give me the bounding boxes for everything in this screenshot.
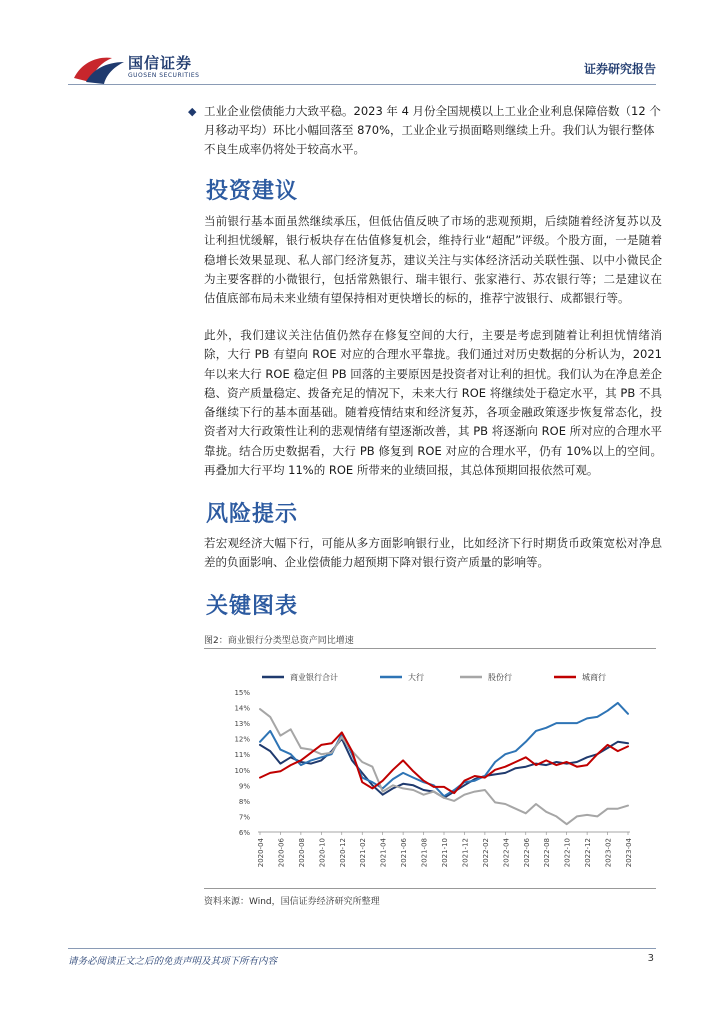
risk-paragraph: 若宏观经济大幅下行，可能从多方面影响银行业，比如经济下行时期货币政策宽松对净息差的负面影响、企业偿债能力超预期下降对银行资产质量的影响等。: [204, 536, 662, 570]
x-tick-label: 2020-12: [338, 838, 347, 868]
footer-disclaimer: 请务必阅读正文之后的免责声明及其项下所有内容: [68, 956, 278, 967]
y-tick-label: 10%: [234, 766, 250, 775]
y-tick-label: 15%: [234, 689, 250, 697]
x-tick-label: 2023-04: [625, 838, 633, 868]
diamond-bullet-icon: ◆: [188, 105, 197, 118]
investment-paragraph-1: 当前银行基本面虽然继续承压，但低估值反映了市场的悲观预期，后续随着经济复苏以及让利担忧缓解，银行板块存在估值修复机会，维持行业“超配”评级。个股方面，一是随着稳增长效果显现、私人部门经济复苏，建议关注与实体经济活动关联性强、以中小微民企为主要客群的小微银行，包括常熟银行、瑞丰银行、张家港行、苏农银行等；二是建议在估值底部布局未来业绩有望保持相对更快增长的标的，推荐宁波银行、成都银行等。: [204, 214, 662, 306]
x-tick-label: 2021-06: [400, 838, 409, 868]
section-title-investment: 投资建议: [206, 179, 299, 204]
x-tick-label: 2022-08: [543, 838, 552, 868]
section-title-key-charts: 关键图表: [206, 594, 299, 619]
x-tick-label: 2020-06: [277, 838, 286, 868]
legend-label: 商业银行合计: [290, 673, 338, 682]
y-tick-label: 9%: [238, 782, 250, 791]
legend-label: 股份行: [488, 673, 512, 682]
figure-top-rule: [204, 648, 656, 649]
x-tick-label: 2022-06: [522, 838, 531, 868]
y-tick-label: 11%: [234, 751, 250, 760]
series-line: [260, 709, 628, 824]
report-type-label: 证券研究报告: [583, 62, 656, 76]
x-tick-label: 2020-10: [318, 838, 327, 868]
header-divider: [68, 84, 656, 85]
bullet-paragraph: [188, 102, 662, 159]
bullet-text: 工业企业偿债能力大致平稳。2023 年 4 月份全国规模以上工业企业利息保障倍数（12 个月移动平均）环比小幅回落至 870%，工业企业亏损面略则继续上升。我们认为银行整体不良生成率仍将处于较高水平。: [204, 104, 661, 156]
y-tick-label: 6%: [238, 829, 250, 837]
y-tick-label: 13%: [234, 720, 250, 729]
x-tick-label: 2022-02: [481, 838, 490, 868]
y-tick-label: 7%: [238, 813, 250, 822]
x-tick-label: 2021-04: [379, 838, 388, 868]
x-tick-label: 2021-10: [441, 838, 449, 868]
page-number: 3: [647, 953, 654, 964]
x-tick-label: 2021-08: [420, 838, 429, 868]
logo-text-en: GUOSEN SECURITIES: [128, 72, 200, 79]
legend-label: 大行: [408, 673, 424, 682]
figure-bottom-rule: [204, 888, 656, 889]
x-tick-label: 2022-04: [502, 838, 511, 868]
section-title-risk: 风险提示: [206, 502, 299, 527]
logo-text-cn: 国信证券: [128, 54, 193, 72]
legend-label: 城商行: [582, 673, 606, 682]
series-line: [260, 739, 628, 798]
x-tick-label: 2021-12: [461, 838, 470, 868]
figure-source: 资料来源：Wind，国信证券经济研究所整理: [204, 897, 380, 907]
y-tick-label: 12%: [234, 735, 250, 744]
x-tick-label: 2021-02: [359, 838, 368, 868]
x-tick-label: 2022-12: [584, 838, 593, 868]
x-tick-label: 2022-10: [563, 838, 572, 868]
figure-caption: 图2：商业银行分类型总资产同比增速: [204, 636, 354, 646]
footer-divider: [68, 948, 656, 949]
x-tick-label: 2023-02: [604, 838, 613, 868]
x-tick-label: 2020-04: [257, 838, 265, 868]
y-tick-label: 14%: [234, 704, 250, 713]
x-tick-label: 2020-08: [297, 838, 306, 868]
asset-growth-line-chart: [204, 652, 656, 884]
y-tick-label: 8%: [238, 797, 250, 806]
investment-paragraph-2: 此外，我们建议关注估值仍然存在修复空间的大行，主要是考虑到随着让利担忧情绪消除，大行 PB 有望向 ROE 对应的合理水平靠拢。我们通过对历史数据的分析认为，2021 年以来大行 ROE 稳定但 PB 回落的主要原因是投资者对让利的担忧。我们认为在净息差企稳、资产质量稳定、拨备充足的情况下，未来大行 ROE 将继续处于稳定水平，其 PB 不具备继续下行的基本面基础。随着疫情结束和经济复苏，各项金融政策逐步恢复常态化，投资者对大行政策性让利的悲观情绪有望逐渐改善，其 PB 将逐渐向 ROE 所对应的合理水平靠拢。结合历史数据看，大行 PB 修复到 ROE 对应的合理水平，仍有 10%以上的空间。再叠加大行平均 11%的 ROE 所带来的业绩回报，其总体预期回报依然可观。: [204, 328, 662, 478]
